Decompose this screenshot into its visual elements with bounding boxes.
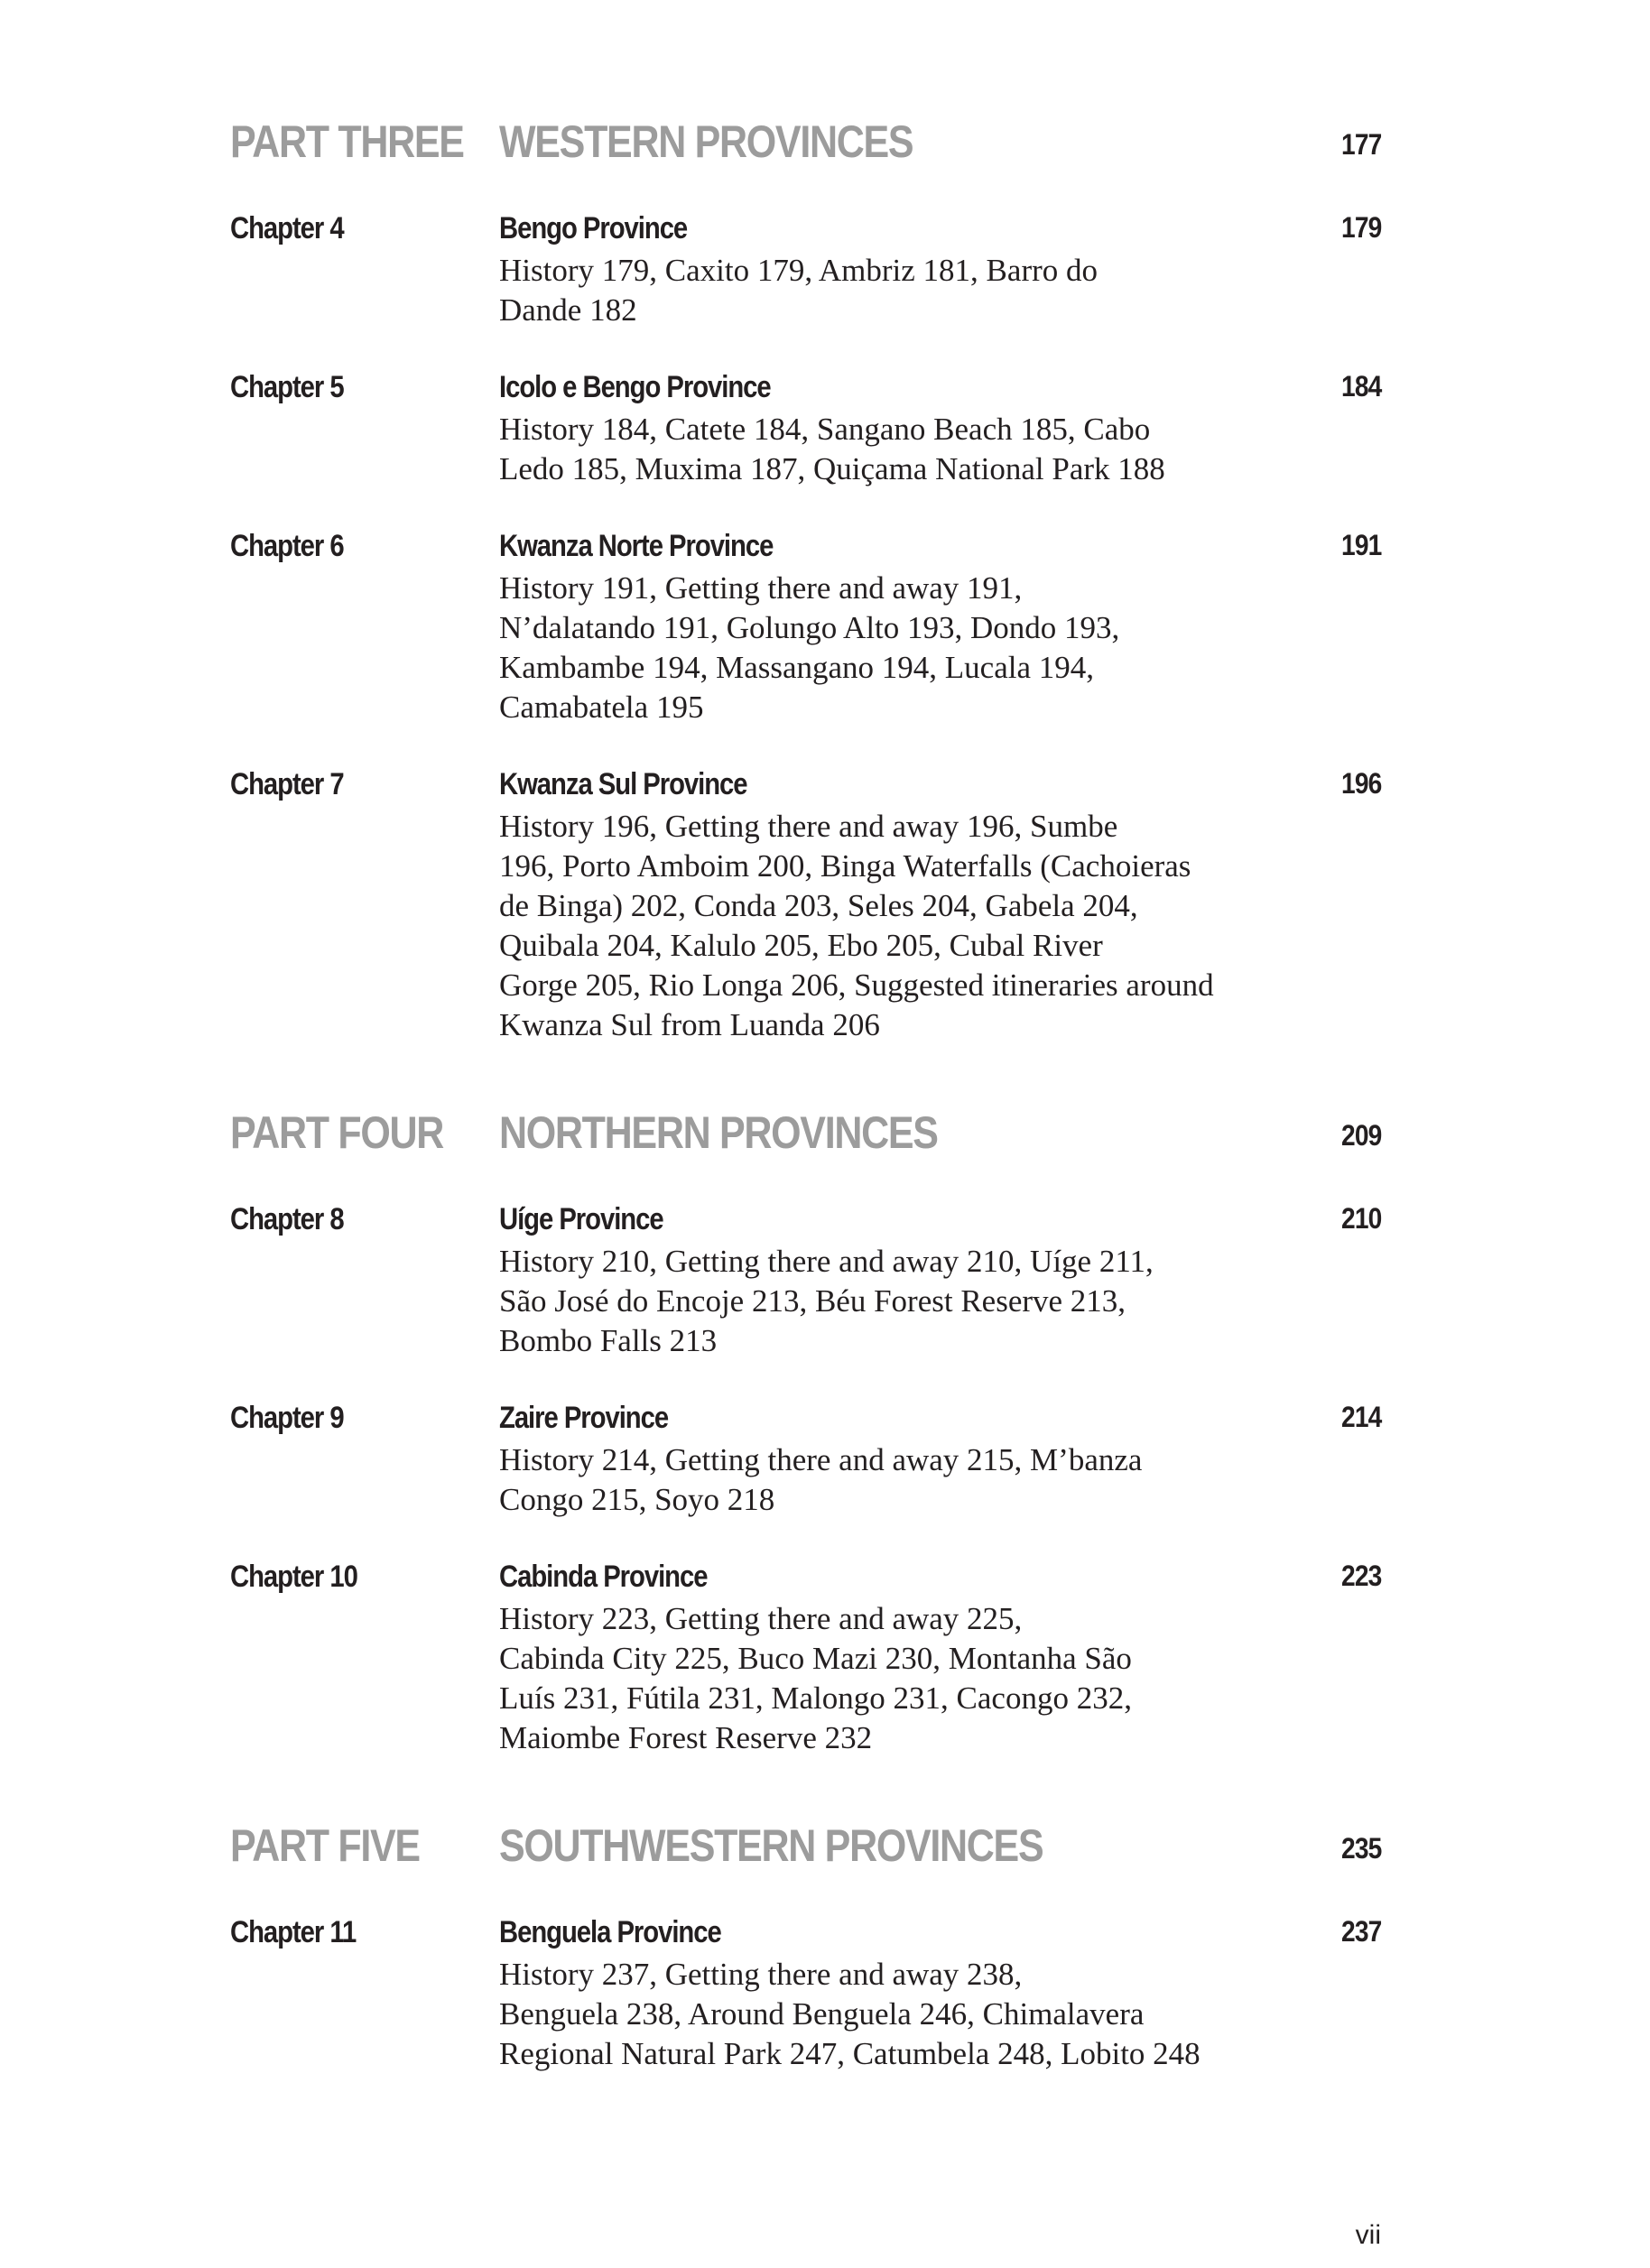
chapter-label: Chapter 9 <box>230 1401 344 1435</box>
chapter-title: Icolo e Bengo Province <box>499 370 771 404</box>
chapter-label: Chapter 11 <box>230 1915 357 1949</box>
part-title: SOUTHWESTERN PROVINCES <box>499 1820 1043 1871</box>
chapter-title: Uíge Province <box>499 1202 663 1236</box>
part-page-number: 209 <box>1340 1119 1381 1152</box>
contents-line: Benguela 238, Around Benguela 246, Chimalavera <box>499 1996 1145 2032</box>
part-label: PART FOUR <box>230 1107 444 1158</box>
part-heading <box>230 1819 1381 1892</box>
chapter-contents <box>499 807 1214 1045</box>
chapter-contents <box>499 569 1119 727</box>
part-heading <box>230 116 1381 188</box>
chapter-title: Cabinda Province <box>499 1560 708 1594</box>
part-title: NORTHERN PROVINCES <box>499 1107 938 1158</box>
contents-line: Gorge 205, Rio Longa 206, Suggested itineraries around <box>499 967 1214 1003</box>
contents-line: History 191, Getting there and away 191, <box>499 570 1023 606</box>
chapter-label: Chapter 5 <box>230 370 344 404</box>
contents-line: Bombo Falls 213 <box>499 1323 718 1358</box>
chapter-page-number: 237 <box>1340 1915 1381 1948</box>
part-heading <box>230 1106 1381 1179</box>
contents-line: N’dalatando 191, Golungo Alto 193, Dondo 193, <box>499 610 1120 645</box>
contents-line: Ledo 185, Muxima 187, Quiçama National Park 188 <box>499 451 1165 486</box>
contents-line: Cabinda City 225, Buco Mazi 230, Montanha São <box>499 1641 1132 1676</box>
contents-line: Quibala 204, Kalulo 205, Ebo 205, Cubal River <box>499 928 1103 963</box>
contents-line: Kambambe 194, Massangano 194, Lucala 194, <box>499 650 1095 685</box>
contents-line: History 184, Catete 184, Sangano Beach 185, Cabo <box>499 412 1151 447</box>
contents-line: Luís 231, Fútila 231, Malongo 231, Cacongo 232, <box>499 1680 1132 1716</box>
contents-line: History 237, Getting there and away 238, <box>499 1957 1023 1992</box>
chapter-page-number: 184 <box>1340 370 1381 403</box>
chapter-label: Chapter 8 <box>230 1202 344 1236</box>
chapter-title: Bengo Province <box>499 211 688 245</box>
chapter-title: Zaire Province <box>499 1401 669 1435</box>
chapter-page-number: 214 <box>1340 1401 1381 1433</box>
part-title: WESTERN PROVINCES <box>499 116 913 167</box>
contents-line: Regional Natural Park 247, Catumbela 248, Lobito 248 <box>499 2036 1200 2071</box>
chapter-contents <box>499 251 1098 330</box>
chapter-title: Kwanza Sul Province <box>499 767 747 801</box>
contents-line: History 196, Getting there and away 196, Sumbe <box>499 809 1118 844</box>
chapter-label: Chapter 7 <box>230 767 344 801</box>
contents-line: São José do Encoje 213, Béu Forest Reserve 213, <box>499 1283 1126 1319</box>
chapter-contents <box>499 1440 1142 1520</box>
chapter-page-number: 223 <box>1340 1560 1381 1592</box>
chapter-label: Chapter 4 <box>230 211 344 245</box>
contents-line: de Binga) 202, Conda 203, Seles 204, Gabela 204, <box>499 888 1138 923</box>
contents-line: History 223, Getting there and away 225, <box>499 1601 1023 1636</box>
chapter-title: Benguela Province <box>499 1915 721 1949</box>
chapter-label: Chapter 6 <box>230 529 344 563</box>
contents-line: History 179, Caxito 179, Ambriz 181, Barro do <box>499 253 1098 288</box>
contents-line: Camabatela 195 <box>499 690 704 725</box>
chapter-page-number: 210 <box>1340 1202 1381 1235</box>
chapter-page-number: 196 <box>1340 767 1381 800</box>
page-folio: vii <box>1355 2220 1381 2250</box>
contents-line: History 214, Getting there and away 215, M’banza <box>499 1442 1143 1477</box>
chapter-page-number: 191 <box>1340 529 1381 561</box>
chapter-page-number: 179 <box>1340 211 1381 244</box>
contents-line: Maiombe Forest Reserve 232 <box>499 1720 873 1755</box>
chapter-contents <box>499 410 1165 489</box>
chapter-contents <box>499 1242 1154 1361</box>
contents-line: History 210, Getting there and away 210, Uíge 211, <box>499 1244 1154 1279</box>
contents-line: Congo 215, Soyo 218 <box>499 1482 775 1517</box>
chapter-label: Chapter 10 <box>230 1560 357 1594</box>
chapter-title: Kwanza Norte Province <box>499 529 774 563</box>
chapter-contents <box>499 1599 1132 1758</box>
part-label: PART FIVE <box>230 1820 420 1871</box>
part-page-number: 235 <box>1340 1832 1381 1865</box>
contents-line: 196, Porto Amboim 200, Binga Waterfalls (Cachoieras <box>499 848 1191 884</box>
part-label: PART THREE <box>230 116 464 167</box>
contents-line: Dande 182 <box>499 292 637 328</box>
chapter-contents <box>499 1955 1200 2074</box>
contents-line: Kwanza Sul from Luanda 206 <box>499 1007 880 1042</box>
part-page-number: 177 <box>1340 128 1381 161</box>
